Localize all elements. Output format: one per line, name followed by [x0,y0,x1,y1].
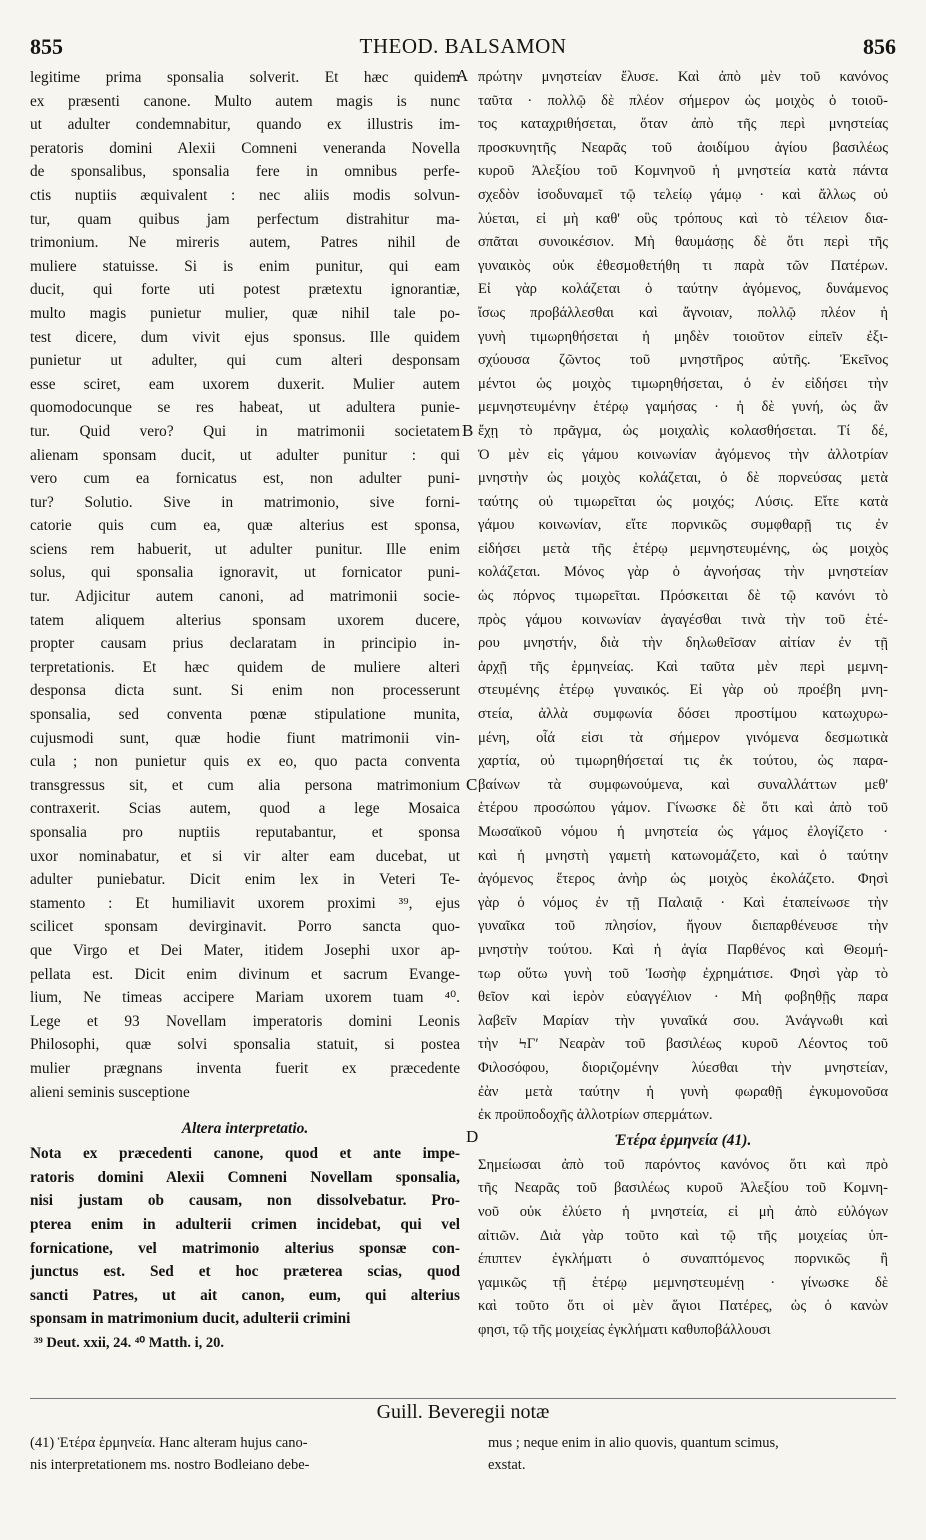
text-line: πρὸς γάμου κοινωνίαν ἀγαγέσθαι τινὰ τὴν τοῦ ἑτέ- [478,611,888,628]
text-line: ut adulter condemnabitur, quando ex illustris im- [30,116,460,134]
text-line: tur. Quid vero? Qui in matrimonii societatem [30,422,460,440]
text-line: λαβεῖν Μαρίαν τὴν γυναῖκά σου. Ἀνάγνωθι καὶ [478,1012,888,1029]
text-line: sciens rem habuerit, ut adulter punitur. Ille enim [30,540,460,558]
text-line: mulier prægnans inventa fuerit ex præcedente [30,1059,460,1077]
text-line: catorie quis cum ea, quæ alterius est sponsa, [30,517,460,535]
text-line: τὴν ϞΓʹ Νεαρὰν τοῦ βασιλέως κυροῦ Λέοντος τοῦ [478,1036,888,1053]
text-line: esse sciret, eam uxorem duxerit. Mulier autem [30,375,460,393]
text-line: ἀρχῇ τῆς ἑρμηνείας. Καὶ ταῦτα μὲν περὶ μεμνη- [478,658,888,675]
text-line: Philosophi, quæ solvi sponsalia statuit, si postea [30,1036,460,1054]
notes-divider [30,1398,896,1399]
text-line: pterea enim in adulterii crimen incidebat, qui vel [30,1215,460,1233]
margin-letter-c: C [466,775,478,794]
text-line: εἰδήσει μετὰ τῆς ἑτέρῳ μεμνηστευμένης, ὡς μοιχὸς [478,540,888,557]
text-line: alieni seminis susceptione [30,1083,190,1101]
text-line: γυνὴ τιμωρηθήσεται ἡ μηδὲν τοιοῦτον εἰπεῖν ἐξι- [478,328,888,345]
text-line: propter causam prius declaratam in principio in- [30,635,460,653]
text-line: test dicere, dum vivit ejus sponsus. Ille quidem [30,328,460,346]
text-line: γυναικὸς οὐκ ἐθεσμοθετήθη τι παρὰ τῶν Πατέρων. [478,257,888,274]
text-line: transgressus sit, et cum alia persona matrimonium [30,776,460,794]
text-line: γάμου κοινωνίαν, εἴτε πορνικῶς συμφθαρῇ τις ἐν [478,517,888,534]
text-line: ducit, qui forte uti potest prætextu ignorantiæ, [30,281,460,299]
text-line: Lege et 93 Novellam imperatoris domini Leonis [30,1012,460,1030]
margin-letter-a: A [456,66,469,85]
text-line: σπᾶται συνοικέσιον. Μὴ θαυμάσῃς δὲ ὅτι περὶ τῆς [478,234,888,251]
greek-section-heading: Ἑτέρα ἑρμηνεία (41). [614,1131,752,1149]
running-title: THEOD. BALSAMON [359,34,567,58]
text-line: pellata est. Dicit enim divinum et sacrum Evange- [30,965,460,983]
text-line: tatem aliquem alterius sponsam uxorem ducere, [30,611,460,629]
text-line: ἑτέρου προσώπου γάμον. Γίνωσκε δὲ ὅτι καὶ ἀπὸ τοῦ [478,800,888,817]
text-line: cula ; non punietur quis ex eo, quo pacta conventa [30,753,460,771]
text-line: τωρ οὕτω γυνὴ τοῦ Ἰωσὴφ ἐχρημάτισε. Φησὶ γὰρ τὸ [478,965,888,982]
text-line: γὰρ ὁ νόμος ἐν τῇ Παλαιᾷ · Καὶ ἐταπείνωσε τὴν [478,894,888,911]
text-line: πρώτην μνηστείαν ἔλυσε. Καὶ ἀπὸ μὲν τοῦ κανόνος [478,69,888,85]
text-line: μνηστὴν τούτου. Καὶ ἡ ἁγία Παρθένος καὶ Θεομή- [478,941,888,958]
text-line: τῆς Νεαρᾶς τοῦ βασιλέως κυροῦ Ἀλεξίου τοῦ Κομνη- [478,1180,888,1197]
text-line: ταύτης οὐ τιμωρεῖται ὡς μοιχός; Λύσις. Εἴτε κατὰ [478,493,888,510]
text-line: quomodocunque se res habeat, ut adultera punie- [30,399,460,417]
text-line: στευμένης ἑτέρῳ γυναικός. Εἰ γὰρ οὐ προέβη μνη- [478,682,888,699]
page-number-right: 856 [863,34,896,59]
note-line: exstat. [488,1457,526,1473]
text-line: βαίνων τὰ συμφωνούμενα, καὶ συναλλάττων μεθ' [478,776,888,793]
text-line: tur. Adjicitur autem canoni, ad matrimonii socie- [30,588,460,606]
text-line: ἴσως προβάλλεσθαι καὶ ἄγνοιαν, πολλῷ πλέον ἡ [478,304,888,321]
text-line: Ὁ μὲν εἰς γάμου κοινωνίαν ἀγόμενος τὴν ἀλλοτρίαν [478,446,888,463]
text-line: ἐκ προϋποδοχῆς ἀλλοτρίων σπερμάτων. [478,1107,713,1124]
text-line: έπιπτεν ἐγκλήματι ὁ συναπτόμενος πορνικῶς ἢ [478,1251,888,1268]
text-line: γαμικῶς τῇ ἑτέρῳ μεμνηστευμένῃ · γίνωσκε δὲ [478,1274,888,1291]
page-header [30,34,896,64]
text-line: σχύουσα ζῶντος τοῦ μνηστῆρος αὐτῆς. Ἐκεῖνος [478,352,888,369]
text-line: ἔχῃ τὸ πρᾶγμα, ὡς μοιχαλὶς κολασθήσεται. Τί δέ, [478,422,888,439]
text-line: ἀγόμενος ἕτερος ἀνὴρ ὡς μοιχὸς ἐκολάζετο. Φησὶ [478,871,888,888]
latin-section-heading: Altera interpretatio. [181,1120,309,1138]
text-line: punietur ut adulter, qui cum alteri desponsam [30,352,460,370]
text-line: Φιλοσόφου, διοριζομένην λύεσθαι τὴν μνηστείαν, [478,1059,888,1076]
text-line: multo magis punietur mulier, quæ nihil tale po- [30,304,460,322]
text-line: φησι, τῷ τῆς μοιχείας ἐγκλήματι καθυποβάλλουσι [478,1321,771,1338]
text-line: sancti Patres, ut ait canon, eum, qui alterius [30,1286,460,1304]
margin-letter-b: B [462,421,474,440]
text-line: tur, quam quibus jam perfectum distrahitur ma- [30,210,460,228]
text-line: καὶ τοῦτο ὅτι οἱ μὲν ἅγιοι Πατέρες, ὡς ὁ κανὼν [478,1298,888,1315]
notes-left-column [30,1432,460,1476]
text-line: Εἰ γὰρ κολάζεται ὁ ταύτην ἀγόμενος, δυνάμενος [478,281,888,298]
text-line: ὡς πόρνος τιμωρεῖται. Πρόσκειται δὲ τῷ κανόνι τὸ [478,588,888,605]
text-line: vero cum ea fornicatus est, non adulter puni- [30,470,460,488]
text-line: κολάζεται. Μόνος γὰρ ὁ ἀγνοήσας τὴν μνηστείαν [478,564,888,581]
notes-right-column [488,1432,888,1476]
text-line: terpretationis. Et hæc quidem de muliere alteri [30,658,460,676]
text-line: lium, Ne timeas accipere Mariam uxorem tuam ⁴⁰. [30,989,460,1007]
text-line: μεμνηστευμένην ἑτέρῳ γαμήσας · ἡ δὲ γυνή, ὡς ἂν [478,399,888,416]
text-line: nisi justam ob causam, non dissolvebatur. Pro- [30,1192,460,1210]
notes-title: Guill. Beveregii notæ [376,1401,550,1423]
margin-letter-d: D [466,1127,479,1146]
text-line: sponsam in matrimonium ducit, adulterii crimini [30,1310,351,1328]
text-line: νοῦ οὐκ ἐλύετο ἡ μνηστεία, εἰ μὴ ἀπὸ εὐλόγων [478,1203,888,1220]
greek-alt-text [478,1154,888,1343]
text-line: sponsalia pro nuptiis reputabantur, et sponsa [30,824,460,841]
text-line: ex præsenti canone. Multo autem magis is nunc [30,92,460,110]
text-line: στεία, ἀλλὰ συμφωνία δόσει προστίμου κατωχυρω- [478,706,888,723]
text-line: tur? Solutio. Sive in matrimonio, sive forni- [30,493,460,511]
text-line: fornicatione, vel matrimonio alterius sponsæ con- [30,1239,460,1257]
text-line: ratoris domini Alexii Comneni Novellam sponsalia, [30,1168,460,1186]
text-line: que Virgo et Dei Mater, itidem Josephi uxor ap- [30,941,460,959]
text-line: trimonium. Ne mireris autem, Patres nihil de [30,234,460,252]
text-line: sponsalia, sed conventa pœnæ stipulatione munita, [30,706,460,724]
text-line: alienam sponsam ducit, ut adulter punitur : qui [30,446,460,464]
text-line: αἰτιῶν. Διὰ γὰρ τοῦτο καὶ τῷ τῆς μοιχείας ὑπ- [478,1227,888,1244]
text-line: legitime prima sponsalia solverit. Et hæc quidem [30,69,460,86]
text-line: ρου μνηστήν, διὰ τὴν δηλωθεῖσαν αἰτίαν ἐν τῇ [478,635,888,652]
text-line: peratoris domini Alexii Comneni veneranda Novella [30,139,460,157]
text-line: γυναῖκα τοῦ πλησίον, ἤγουν διεπαρθένευσε τὴν [478,918,888,935]
text-line: χαρτία, οὐ τιμωρηθήσεταί τις ἐκ τούτου, ὡς παρα- [478,753,888,770]
text-line: ctis nuptiis æquivalent : nec aliis modis solvun- [30,186,460,204]
note-line: nis interpretationem ms. nostro Bodleiano debe- [30,1457,310,1473]
text-line: desponsa dicta sunt. Si enim non processerunt [30,682,460,700]
greek-column [478,66,888,1342]
text-line: ταῦτα · πολλῷ δὲ πλέον σήμερον ὡς μοιχὸς ὁ τοιοῦ- [478,92,888,109]
text-line: κυροῦ Ἀλεξίου τοῦ Κομνηνοῦ ἡ μνηστεία κατὰ πάντα [478,163,888,180]
note-line: (41) Ἑτέρα ἑρμηνεία. Hanc alteram hujus cano- [30,1435,308,1451]
latin-footnote: ³⁹ Deut. xxii, 24. ⁴⁰ Matth. i, 20. [34,1334,225,1351]
text-line: τος καταχριθήσεται, ὅταν ἀπὸ τῆς περὶ μνηστείας [478,116,888,133]
text-line: adulter puniebatur. Dicit enim lex in Veteri Te- [30,871,460,889]
text-line: uxor nominabatur, et si vir alter eam ducebat, ut [30,847,460,865]
text-line: μνηστὴν ὡς μοιχὸς κολάζεται, ὁ δὲ πορνεύσας μετὰ [478,470,888,487]
latin-column [30,66,460,1355]
text-line: contraxerit. Scias autem, quod a lege Mosaica [30,800,460,818]
note-line: mus ; neque enim in alio quovis, quantum scimus, [488,1435,779,1451]
text-line: Σημείωσαι ἀπὸ τοῦ παρόντος κανόνος ὅτι καὶ πρὸ [478,1156,888,1173]
text-line: σχεδὸν ἰσοδυναμεῖ τῷ τελείῳ γάμῳ · καὶ ἄλλως οὐ [478,186,888,203]
text-line: solus, qui sponsalia ignoravit, ut fornicator puni- [30,564,460,582]
text-line: θεῖον καὶ ἱερὸν εὐαγγέλιον · Μὴ φοβηθῇς παρα [478,989,888,1006]
text-line: de sponsalibus, sponsalia fere in omnibus perfe- [30,163,460,181]
text-line: λύεται, εἰ μὴ καθ' οὓς τρόπους καὶ τὸ τέλειον δια- [478,210,888,227]
text-line: Nota ex præcedenti canone, quod et ante impe- [30,1145,460,1163]
latin-main-text [30,66,460,1104]
text-line: stamento : Et humiliavit uxorem proximi ³⁹, ejus [30,894,460,912]
text-line: scilicet sponsam devirginavit. Porro sancta quo- [30,918,460,936]
text-line: ἐὰν μετὰ ταύτην ἡ γυνὴ φωραθῇ ἐγκυμονοῦσα [478,1083,888,1100]
text-line: μένη, οἷά εἰσι τὰ σήμερον γινόμενα δεσμωτικὰ [478,729,888,746]
greek-main-text [478,66,888,1128]
text-line: Μωσαϊκοῦ νόμου ἡ μνηστεία ὡς γάμος ἐλογίζετο · [478,824,888,840]
text-line: μέντοι ὡς μοιχὸς τιμωρηθήσεται, ὁ ἐν εἰδήσει τὴν [478,375,888,392]
text-line: muliere statuisse. Si is enim punitur, qui eam [30,257,460,275]
latin-alt-text [30,1142,460,1331]
text-line: καὶ ἡ μνηστὴ γαμετὴ κατωνομάζετο, καὶ ὁ ταύτην [478,847,888,864]
page-number-left: 855 [30,34,63,59]
text-line: junctus est. Sed et hoc præterea scias, quod [30,1263,460,1281]
text-line: cujusmodi sunt, quæ hodie fiunt matrimonii vin- [30,729,460,747]
text-line: προσκυνητῆς Νεαρᾶς τοῦ ἀοιδίμου ἁγίου βασιλέως [478,139,888,156]
